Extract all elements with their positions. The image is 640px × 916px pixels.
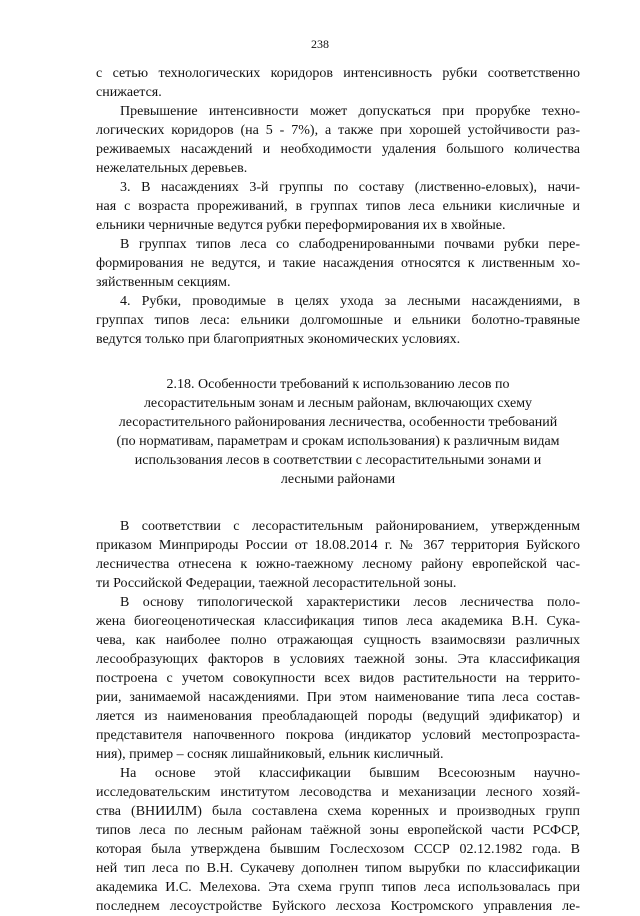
text-line: формирования не ведутся, и такие насаждения относятся к лиственным хо- xyxy=(96,256,580,271)
section-heading-line: (по нормативам, параметрам и срокам использования) к различным видам xyxy=(116,434,560,449)
body-text-bottom xyxy=(96,517,580,916)
text-line: логических коридоров (на 5 - 7%), а также при хорошей устойчивости раз- xyxy=(96,123,580,138)
paragraph xyxy=(96,593,580,764)
section-heading-line: лесорастительного районирования лесничества, особенности требований xyxy=(118,415,558,430)
text-line: 3. В насаждениях 3-й группы по составу (лиственно-еловых), начи- xyxy=(120,180,580,195)
text-line: лесничества отнесена к южно-таежному лесному району европейской час- xyxy=(96,557,580,572)
text-line: которая была утверждена бывшим Гослесхозом СССР 02.12.1982 года. В xyxy=(96,842,580,857)
section-heading-line: 2.18. Особенности требований к использованию лесов по xyxy=(166,377,510,392)
paragraph xyxy=(96,178,580,235)
paragraph xyxy=(96,102,580,178)
text-line: снижается. xyxy=(96,85,162,100)
paragraph xyxy=(96,292,580,349)
section-heading-line: лесными районами xyxy=(280,472,396,487)
text-line: ти Российской Федерации, таежной лесорастительной зоны. xyxy=(96,576,457,591)
text-line: ния), пример – сосняк лишайниковый, ельник кисличный. xyxy=(96,747,444,762)
text-line: реживаемых насаждений и необходимости удаления большого количества xyxy=(96,142,580,157)
text-line: построена с учетом совокупности всех видов растительности на террито- xyxy=(96,671,580,686)
text-line: В группах типов леса со слабодренированными почвами рубки пере- xyxy=(120,237,580,252)
page-number: 238 xyxy=(311,37,329,51)
text-line: жена биогеоценотическая классификация типов леса академика В.Н. Сука- xyxy=(96,614,580,629)
page-content xyxy=(96,64,580,916)
text-line: представителя напочвенного покрова (индикатор условий местопрозраста- xyxy=(96,728,580,743)
text-line: приказом Минприроды России от 18.08.2014 г. № 367 территория Буйского xyxy=(96,538,580,553)
text-line: лесообразующих факторов в условиях таежной зоны. Эта классификация xyxy=(96,652,580,667)
text-line: чева, как наиболее полно отражающая сущность взаимосвязи различных xyxy=(96,633,580,648)
paragraph xyxy=(96,235,580,292)
text-line: группах типов леса: ельники долгомошные и ельники болотно-травяные xyxy=(96,313,580,328)
body-text-top xyxy=(96,64,580,349)
text-line: исследовательским институтом лесоводства и механизации лесного хозяй- xyxy=(96,785,580,800)
paragraph xyxy=(96,764,580,916)
section-heading-line: лесорастительным зонам и лесным районам, включающих схему xyxy=(143,396,533,411)
text-line: последнем лесоустройстве Буйского лесхоза Костромского управления ле- xyxy=(96,899,580,914)
text-line: ляется из наименования преобладающей породы (ведущий эдификатор) и xyxy=(96,709,580,724)
section-heading xyxy=(96,375,580,489)
text-line: ней тип леса по В.Н. Сукачеву дополнен типом вырубки по классификации xyxy=(96,861,580,876)
text-line: с сетью технологических коридоров интенсивность рубки соответственно xyxy=(96,66,580,81)
text-line: зяйственным секциям. xyxy=(96,275,231,290)
text-line: ства (ВНИИЛМ) была составлена схема коренных и производных групп xyxy=(96,804,580,819)
section-heading-line: использования лесов в соответствии с лесорастительными зонами и xyxy=(134,453,542,468)
text-line: 4. Рубки, проводимые в целях ухода за лесными насаждениями, в xyxy=(120,294,580,309)
text-line: На основе этой классификации бывшим Всесоюзным научно- xyxy=(120,766,580,781)
text-line: ная с возраста прореживаний, в группах типов леса ельники кисличные и xyxy=(96,199,580,214)
text-line: академика И.С. Мелехова. Эта схема групп типов леса использовалась при xyxy=(96,880,580,895)
paragraph xyxy=(96,64,580,102)
paragraph xyxy=(96,517,580,593)
text-line: ельники черничные ведутся рубки переформирования их в хвойные. xyxy=(96,218,506,233)
text-line: нежелательных деревьев. xyxy=(96,161,248,176)
text-line: Превышение интенсивности может допускаться при прорубке техно- xyxy=(120,104,580,119)
text-line: В соответствии с лесорастительным районированием, утвержденным xyxy=(120,519,580,534)
text-line: рии, занимаемой насаждениями. При этом наименование типа леса состав- xyxy=(96,690,580,705)
text-line: В основу типологической характеристики лесов лесничества поло- xyxy=(120,595,580,610)
text-line: типов леса по лесным районам таёжной зоны европейской части РСФСР, xyxy=(96,823,580,838)
text-line: ведутся только при благоприятных экономических условиях. xyxy=(96,332,461,347)
